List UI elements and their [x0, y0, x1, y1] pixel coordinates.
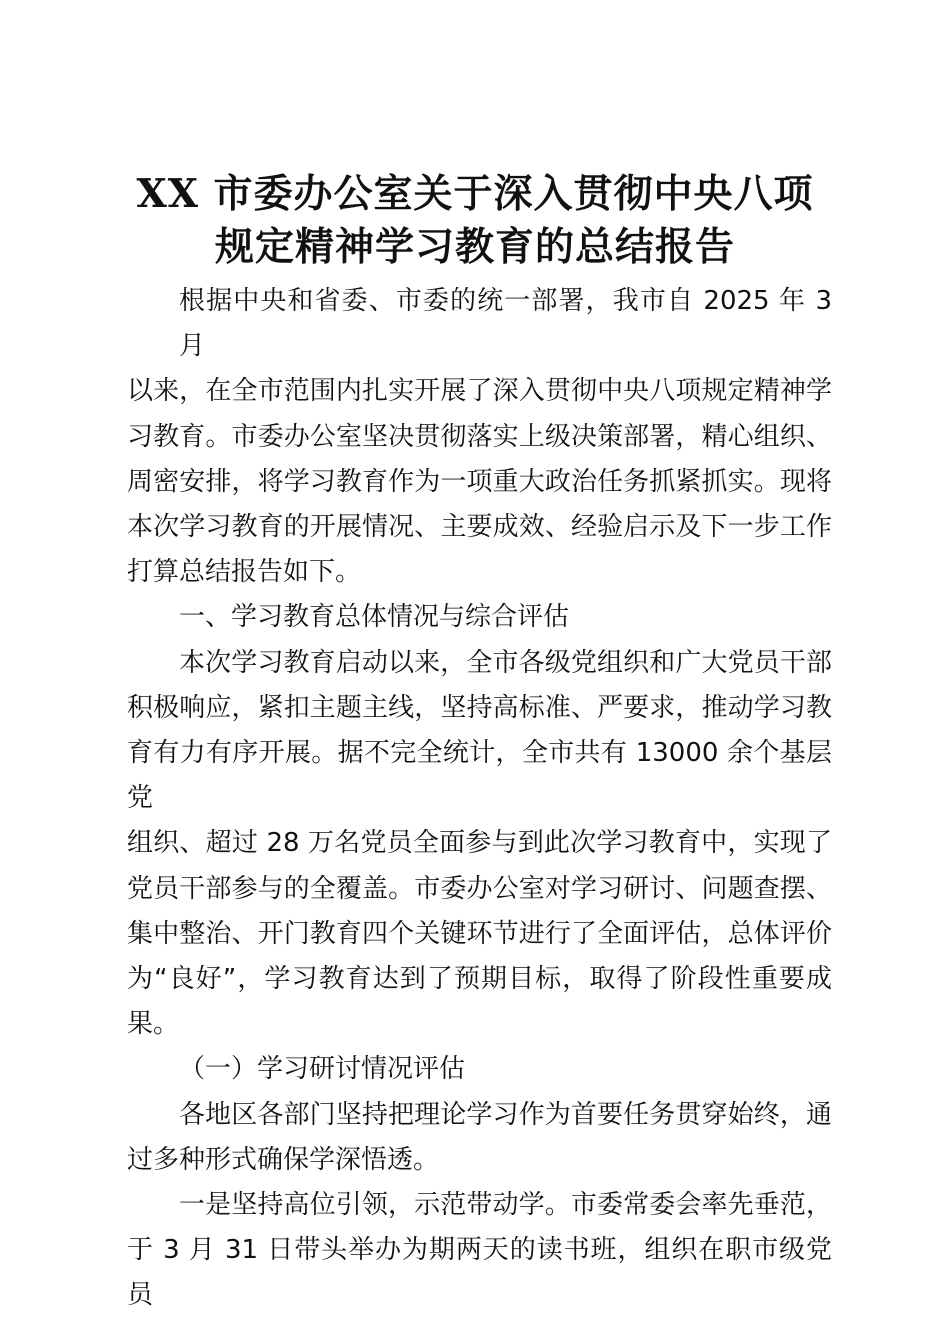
- paragraph-line: 为“良好”，学习教育达到了预期目标，取得了阶段性重要成: [127, 964, 832, 995]
- document-title-line-2: 规定精神学习教育的总结报告: [214, 224, 735, 270]
- paragraph-overall: [127, 641, 832, 1048]
- paragraph-line: 习教育。市委办公室坚决贯彻落实上级决策部署，精心组织、: [127, 421, 832, 452]
- section-heading-1: [127, 595, 832, 640]
- paragraph-line: 组织、超过 28 万名党员全面参与到此次学习教育中，实现了: [127, 828, 832, 859]
- paragraph-line: 打算总结报告如下。: [127, 557, 362, 588]
- paragraph-line: 过多种形式确保学深悟透。: [127, 1144, 440, 1175]
- paragraph-line: 各地区各部门坚持把理论学习作为首要任务贯穿始终，通: [179, 1099, 832, 1130]
- paragraph-line: 育有力有序开展。据不完全统计，全市共有 13000 余个基层党: [127, 738, 832, 814]
- paragraph-line: 周密安排，将学习教育作为一项重大政治任务抓紧抓实。现将: [127, 466, 832, 497]
- paragraph-line: 本次学习教育的开展情况、主要成效、经验启示及下一步工作: [127, 512, 832, 543]
- subsection-heading-1: [127, 1047, 832, 1092]
- paragraph-point-one: [127, 1183, 832, 1319]
- paragraph-study: [127, 1093, 832, 1183]
- paragraph-line: 于 3 月 31 日带头举办为期两天的读书班，组织在职市级党员: [127, 1235, 832, 1311]
- subsection-heading-text: （一）学习研讨情况评估: [179, 1054, 466, 1085]
- paragraph-intro: [127, 279, 832, 595]
- paragraph-line: 积极响应，紧扣主题主线，坚持高标准、严要求，推动学习教: [127, 692, 832, 723]
- paragraph-line: 一是坚持高位引领，示范带动学。市委常委会率先垂范，: [179, 1190, 832, 1221]
- paragraph-line: 党员干部参与的全覆盖。市委办公室对学习研讨、问题查摆、: [127, 873, 832, 904]
- paragraph-line: 本次学习教育启动以来，全市各级党组织和广大党员干部: [179, 647, 832, 678]
- paragraph-line: 果。: [127, 1009, 180, 1040]
- paragraph-line: 集中整治、开门教育四个关键环节进行了全面评估，总体评价: [127, 918, 832, 949]
- paragraph-line: 根据中央和省委、市委的统一部署，我市自 2025 年 3 月: [179, 286, 832, 362]
- document-title-line-1: XX 市委办公室关于深入贯彻中央八项: [136, 171, 814, 217]
- paragraph-line: 以来，在全市范围内扎实开展了深入贯彻中央八项规定精神学: [127, 376, 832, 407]
- document-body: [127, 279, 832, 1319]
- document-title: [110, 168, 840, 274]
- section-heading-text: 一、学习教育总体情况与综合评估: [179, 602, 570, 633]
